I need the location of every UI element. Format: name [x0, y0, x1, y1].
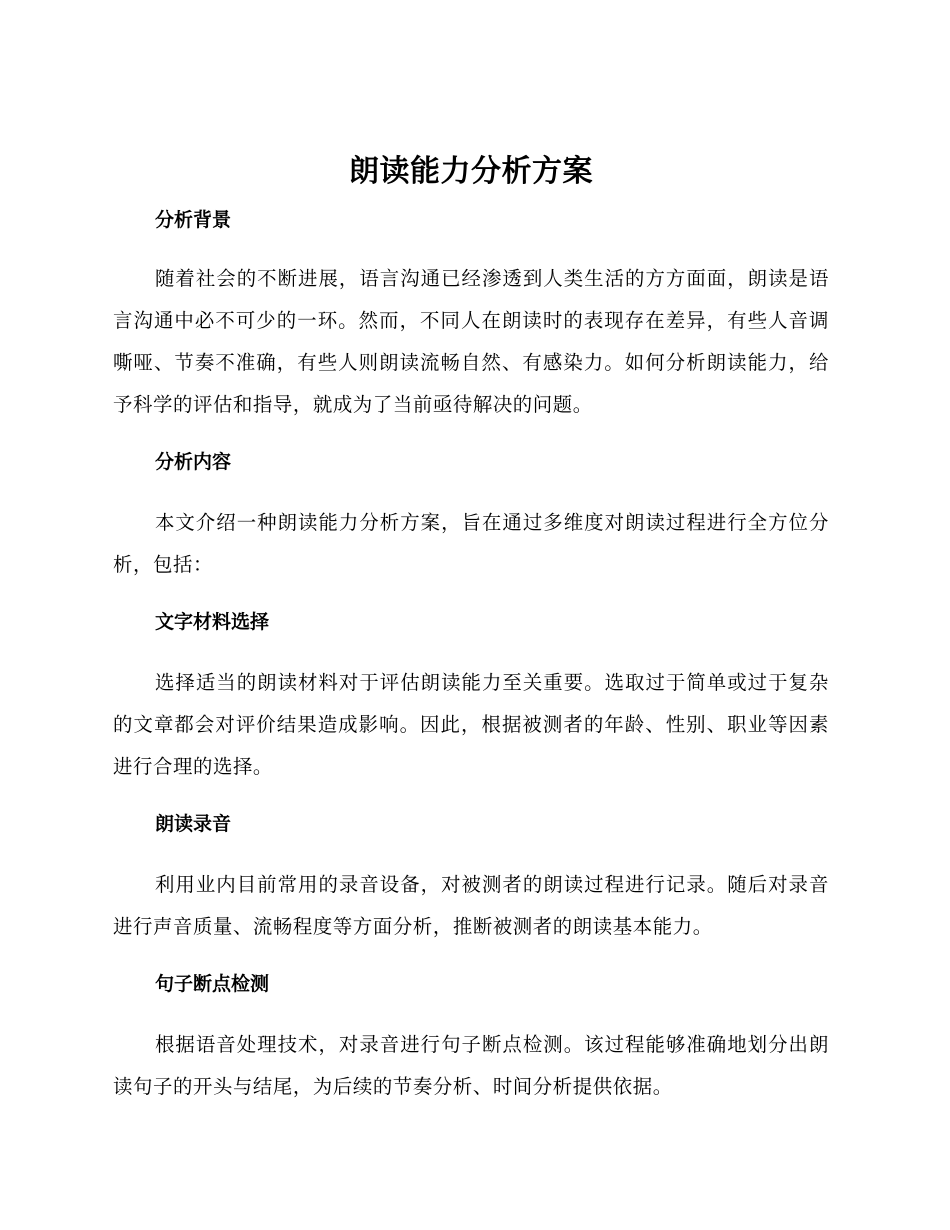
section-paragraph-background: 随着社会的不断进展，语言沟通已经渗透到人类生活的方方面面，朗读是语言沟通中必不可少的一环。然而，不同人在朗读时的表现存在差异，有些人音调嘶哑、节奏不准确，有些人则朗读流畅自然、有感染力。如何分析朗读能力，给予科学的评估和指导，就成为了当前亟待解决的问题。 [113, 267, 829, 416]
section-heading-content: 分析内容 [155, 451, 232, 473]
section-paragraph-recording: 利用业内目前常用的录音设备，对被测者的朗读过程进行记录。随后对录音进行声音质量、流畅程度等方面分析，推断被测者的朗读基本能力。 [113, 873, 829, 938]
section-paragraph-material-selection: 选择适当的朗读材料对于评估朗读能力至关重要。选取过于简单或过于复杂的文章都会对评价结果造成影响。因此，根据被测者的年龄、性别、职业等因素进行合理的选择。 [113, 671, 829, 778]
section-paragraph-sentence-detection: 根据语音处理技术，对录音进行句子断点检测。该过程能够准确地划分出朗读句子的开头与结尾，为后续的节奏分析、时间分析提供依据。 [113, 1033, 829, 1098]
document-page [113, 150, 829, 1108]
section-paragraph-content: 本文介绍一种朗读能力分析方案，旨在通过多维度对朗读过程进行全方位分析，包括： [113, 511, 829, 576]
section-heading-material-selection: 文字材料选择 [155, 611, 270, 633]
section-heading-background: 分析背景 [155, 209, 232, 231]
document-title: 朗读能力分析方案 [349, 154, 593, 189]
section-heading-recording: 朗读录音 [155, 813, 232, 835]
section-heading-sentence-detection: 句子断点检测 [155, 973, 270, 995]
